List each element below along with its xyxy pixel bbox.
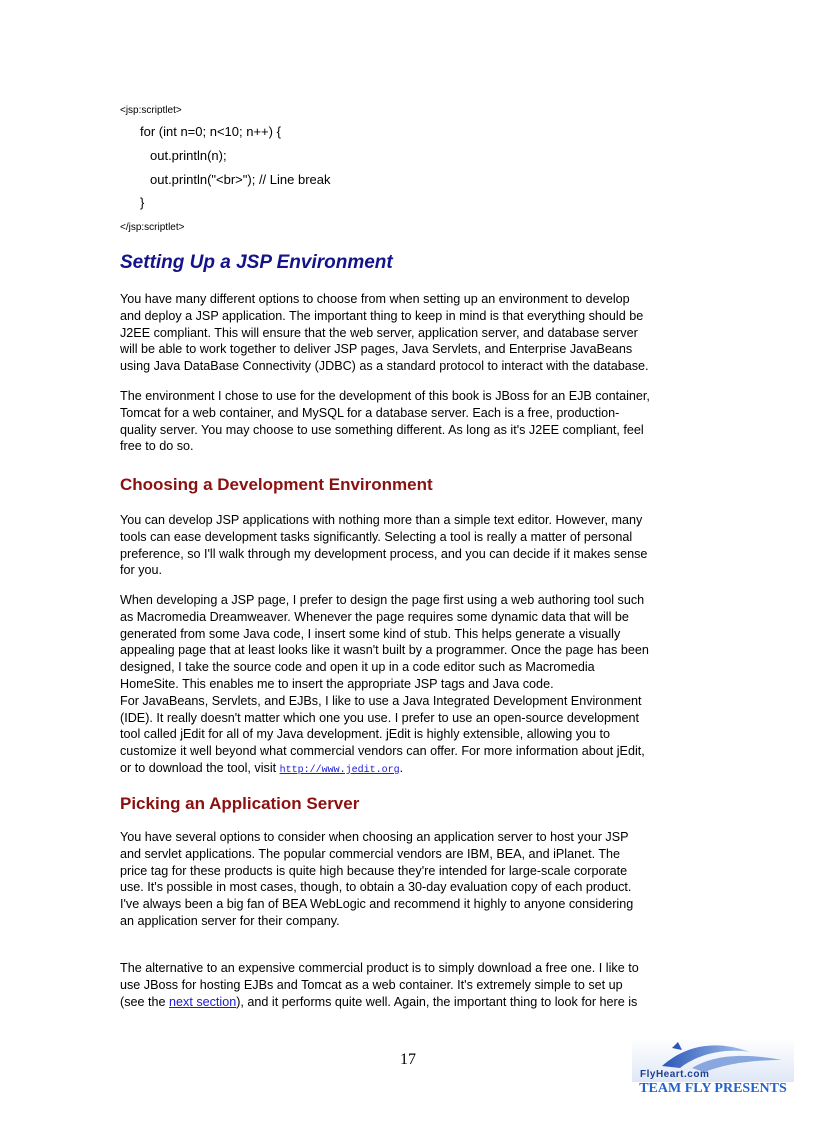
team-fly-text: TEAM FLY PRESENTS xyxy=(639,1081,787,1096)
next-section-link[interactable]: next section xyxy=(169,994,237,1009)
dev-paragraph-2-end: . xyxy=(399,760,404,775)
server-paragraph-1: You have several options to consider when choosing an application server to host your JSP and servlet applications. The popular commercial vendors are IBM, BEA, and iPlanet. The price tag for these products is quite high because they're intended for large-scale corporate use. It's possible in most cases, though, to obtain a 30-day evaluation copy of each product. I've always been a big fan of BEA WebLogic and recommend it highly to anyone considering an application server for their company. xyxy=(120,830,634,928)
code-line-4: out.println("<br>"); // Line break xyxy=(150,172,331,187)
setup-paragraph-2: The environment I chose to use for the development of this book is JBoss for an EJB container, Tomcat for a web container, and MySQL for a database server. Each is a free, production- quality server. You may choose to use something different. As long as it's J2EE compliant, feel free to do so. xyxy=(120,389,650,454)
code-scriptlet-close-tag: </jsp:scriptlet> xyxy=(120,222,185,233)
team-fly-logo xyxy=(632,1038,794,1100)
code-line-6 xyxy=(120,218,184,235)
dev-environment-heading: Choosing a Development Environment xyxy=(120,475,433,494)
jedit-link[interactable]: http://www.jedit.org xyxy=(279,764,400,776)
code-scriptlet-open-tag: <jsp:scriptlet> xyxy=(120,105,182,116)
dev-paragraph-2 xyxy=(120,592,720,780)
server-paragraph-2-end: ), and it performs quite well. Again, the important thing to look for here is xyxy=(236,994,638,1009)
dev-paragraph-1: You can develop JSP applications with nothing more than a simple text editor. However, many tools can ease development tasks significantly. Selecting a tool is really a matter of personal preference, so I'll walk through my development process, and you can decide if it makes sense for you. xyxy=(120,513,648,578)
code-line-2: for (int n=0; n<10; n++) { xyxy=(140,124,281,139)
app-server-heading: Picking an Application Server xyxy=(120,794,360,813)
code-line-1 xyxy=(120,101,182,118)
dev-paragraph-2-text: When developing a JSP page, I prefer to design the page first using a web authoring tool such as Macromedia Dreamweaver. Whenever the page requires some dynamic data that will be generated from some Java code, I insert some kind of stub. This helps generate a visually appealing page that at least looks like it wasn't built by a programmer. Once the page has been designed, I take the source code and open it up in a code editor such as Macromedia HomeSite. This enables me to insert the appropriate JSP tags and Java code. For JavaBeans, Servlets, and EJBs, I like to use a Java Integrated Development Environment (IDE). It really doesn't matter which one you use. I prefer to use an open-source development tool called jEdit for all of my Java development. jEdit is highly extensible, allowing you to customize it well beyond what commercial vendors can offer. For more information about jEdit, or to download the tool, visit xyxy=(120,593,649,775)
server-paragraph-2-text: The alternative to an expensive commercial product is to simply download a free one. I like to use JBoss for hosting EJBs and Tomcat as a web container. It's extremely simple to set up (see the xyxy=(120,961,639,1009)
code-line-3: out.println(n); xyxy=(150,148,227,163)
main-heading: Setting Up a JSP Environment xyxy=(120,252,393,273)
page-number: 17 xyxy=(400,1051,416,1068)
setup-paragraph-1: You have many different options to choose from when setting up an environment to develop and deploy a JSP application. The important thing to keep in mind is that everything should be J2EE compliant. This will ensure that the web server, application server, and database server will be able to work together to deliver JSP pages, Java Servlets, and Enterprise JavaBeans using Java DataBase Connectivity (JDBC) as a standard protocol to interact with the database. xyxy=(120,292,649,374)
flyheart-site-text: FlyHeart.com xyxy=(640,1069,710,1080)
code-line-5: } xyxy=(140,195,145,210)
server-paragraph-2 xyxy=(120,960,720,1010)
